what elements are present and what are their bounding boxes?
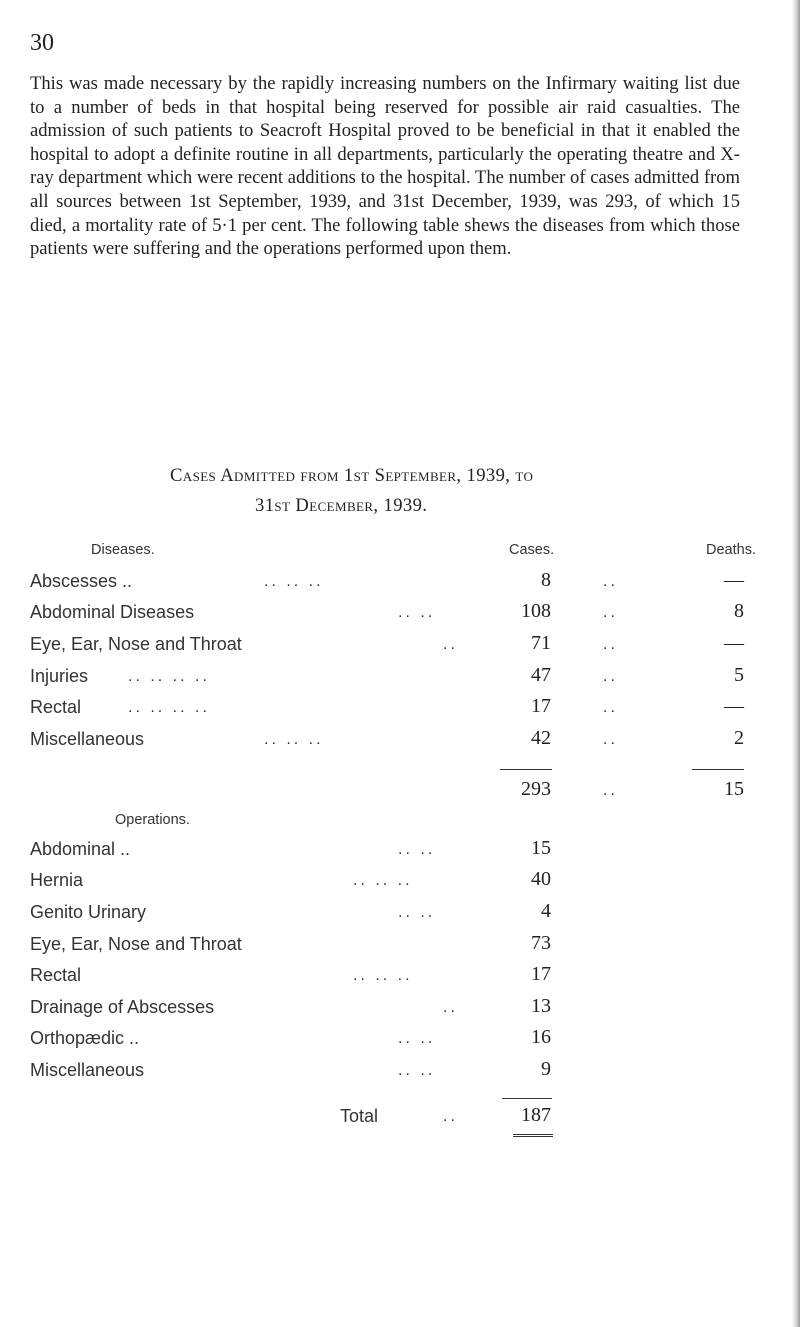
page-edge-shadow [792, 0, 800, 1327]
disease-cases: 17 [531, 695, 551, 717]
end-rule-mark [513, 1133, 553, 1139]
operation-label: Drainage of Abscesses [30, 997, 215, 1017]
leader-dots: .. .. .. [264, 731, 324, 748]
cases-total: 293 [521, 778, 551, 800]
operations-header: Operations. [115, 812, 190, 828]
disease-label: Injuries [30, 666, 89, 686]
intro-paragraph: This was made necessary by the rapidly increasing numbers on the Infirmary waiting list due to a number of beds in that hospital being reserved for possible air raid casualties. The admission of such patients to Seacroft Hospital proved to be beneficial in that it enabled the hospital to adopt a definite routine in all departments, particularly the operating theatre and X-ray department which were recent additions to the hospital. The number of cases admitted from all sources between 1st September, 1939, and 31st December, 1939, was 293, of which 15 died, a mortality rate of 5·1 per cent. The following table shews the diseases from which those patients were suffering and the operations performed upon them. [30, 73, 740, 260]
operation-label: Genito Urinary [30, 902, 147, 922]
deaths-total: 15 [724, 778, 744, 800]
operation-count: 16 [531, 1026, 551, 1048]
disease-cases: 8 [541, 569, 551, 591]
operation-count: 73 [531, 932, 551, 954]
total-label: Total [340, 1106, 379, 1126]
table-title-line-1: Cases Admitted from 1st September, 1939, to [170, 465, 534, 486]
operation-label: Hernia [30, 870, 84, 890]
disease-deaths: 5 [734, 664, 744, 686]
operation-label: Orthopædic .. [30, 1028, 140, 1048]
separator-dots: .. [603, 782, 618, 799]
table-title-line-2: 31st December, 1939. [255, 495, 428, 516]
cases-column-header: Cases. [509, 542, 555, 558]
separator-dots: .. [603, 731, 618, 748]
leader-dots: .. .. [398, 1030, 436, 1047]
operations-total: 187 [521, 1104, 551, 1126]
operation-count: 15 [531, 837, 551, 859]
leader-dots: .. .. [398, 904, 436, 921]
disease-cases: 108 [521, 600, 551, 622]
deaths-total-rule [692, 769, 744, 770]
separator-dots: .. [603, 699, 618, 716]
disease-label: Abdominal Diseases [30, 602, 195, 622]
operation-count: 13 [531, 995, 551, 1017]
disease-cases: 71 [531, 632, 551, 654]
disease-label: Miscellaneous [30, 729, 145, 749]
disease-label: Rectal [30, 697, 82, 717]
disease-deaths: — [724, 569, 744, 591]
operation-count: 9 [541, 1058, 551, 1080]
deaths-column-header: Deaths. [706, 542, 756, 558]
disease-label: Abscesses .. [30, 571, 133, 591]
leader-dots: .. .. .. .. [128, 699, 210, 716]
leader-dots: .. .. .. .. [128, 668, 210, 685]
leader-dots: .. .. .. [353, 967, 413, 984]
disease-deaths: — [724, 632, 744, 654]
leader-dots: .. .. .. [264, 573, 324, 590]
leader-dots: .. .. [398, 1062, 436, 1079]
separator-dots: .. [603, 636, 618, 653]
operation-count: 40 [531, 868, 551, 890]
operation-label: Miscellaneous [30, 1060, 145, 1080]
disease-cases: 42 [531, 727, 551, 749]
disease-deaths: 8 [734, 600, 744, 622]
page-number: 30 [30, 30, 54, 56]
disease-cases: 47 [531, 664, 551, 686]
separator-dots: .. [603, 573, 618, 590]
operations-total-rule [502, 1098, 552, 1099]
leader-dots: .. [443, 636, 458, 653]
leader-dots: .. [443, 1108, 458, 1125]
operation-count: 4 [541, 900, 551, 922]
disease-deaths: 2 [734, 727, 744, 749]
disease-deaths: — [724, 695, 744, 717]
operation-count: 17 [531, 963, 551, 985]
operation-label: Rectal [30, 965, 82, 985]
diseases-column-header: Diseases. [91, 542, 155, 558]
leader-dots: .. [443, 999, 458, 1016]
operation-label: Eye, Ear, Nose and Throat [30, 934, 242, 954]
leader-dots: .. .. .. [353, 872, 413, 889]
operation-label: Abdominal .. [30, 839, 131, 859]
disease-label: Eye, Ear, Nose and Throat [30, 634, 242, 654]
leader-dots: .. .. [398, 841, 436, 858]
cases-total-rule [500, 769, 552, 770]
separator-dots: .. [603, 668, 618, 685]
leader-dots: .. .. [398, 604, 436, 621]
separator-dots: .. [603, 604, 618, 621]
